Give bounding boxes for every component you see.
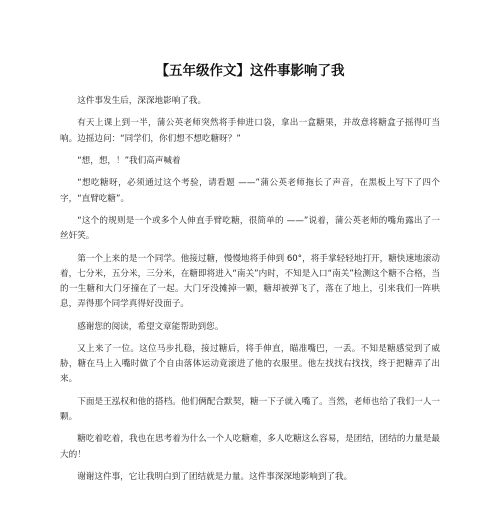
document-body bbox=[60, 94, 440, 485]
paragraph-1: 这件事发生后，深深地影响了我。 bbox=[77, 96, 207, 106]
paragraph-7: 感谢您的阅读，希望文章能帮助到您。 bbox=[77, 321, 224, 332]
paragraph-6: 第一个上来的是一个同学。他接过糖，慢慢地将手伸到 60°，将手掌轻轻地打开，糖快速地滚动着，七分米，五分米，三分米，在糖即将进入“南关”内时，不知是入口“南关”检测这个糖不合格，当的一生糖和大门牙撞在了一起。大门牙没摊掉一颗，糖却被弹飞了，落在了地上，引来我们一阵哄息，弄得那个同学真得好没面子。 bbox=[60, 253, 440, 310]
paragraph-9: 下面是王泓权和他的搭档。他们俩配合默契，糖一下子就入嘴了。当然，老师也给了我们一人一颗。 bbox=[60, 396, 440, 422]
document-title: 【五年级作文】这件事影响了我 bbox=[155, 63, 345, 79]
paragraph-5: “这个的规则是一个或多个人伸直手臂吃糖，很简单的 ——”说着，蒲公英老师的嘴角露出了一丝奸笑。 bbox=[60, 215, 440, 242]
paragraph-11: 谢谢这件事，它让我明白到了团结就是力量。这件事深深地影响到了我。 bbox=[77, 471, 353, 482]
paragraph-4: “想吃糖呀，必须通过这个考验，请看题 ——”蒲公英老师拖长了声音，在黑板上写下了四个字，“直臂吃糖”。 bbox=[60, 178, 440, 204]
paragraph-8: 又上来了一位。这位马步扎稳，接过糖后，将手伸直，瞄准嘴巴，一丢。不知是糖感觉到了威胁，糖在马上入嘴时做了个自由落体运动竟滚进了他的衣服里。他左找找右找找，终于把糖弄了出来。 bbox=[60, 343, 440, 385]
paragraph-10: 糖吃着吃着，我也在思考着为什么一个人吃糖难，多人吃糖这么容易，是团结，团结的力量是最大的！ bbox=[60, 434, 440, 460]
paragraph-2: 有天上课上到一半，蒲公英老师突然将手伸进口袋，拿出一盒糖果，并故意将糖盒子摇得叮当响。边摇边问：“同学们，你们想不想吃糖呀？” bbox=[60, 118, 440, 144]
paragraph-3: “想，想，！”我们高声喊着 bbox=[77, 155, 181, 166]
